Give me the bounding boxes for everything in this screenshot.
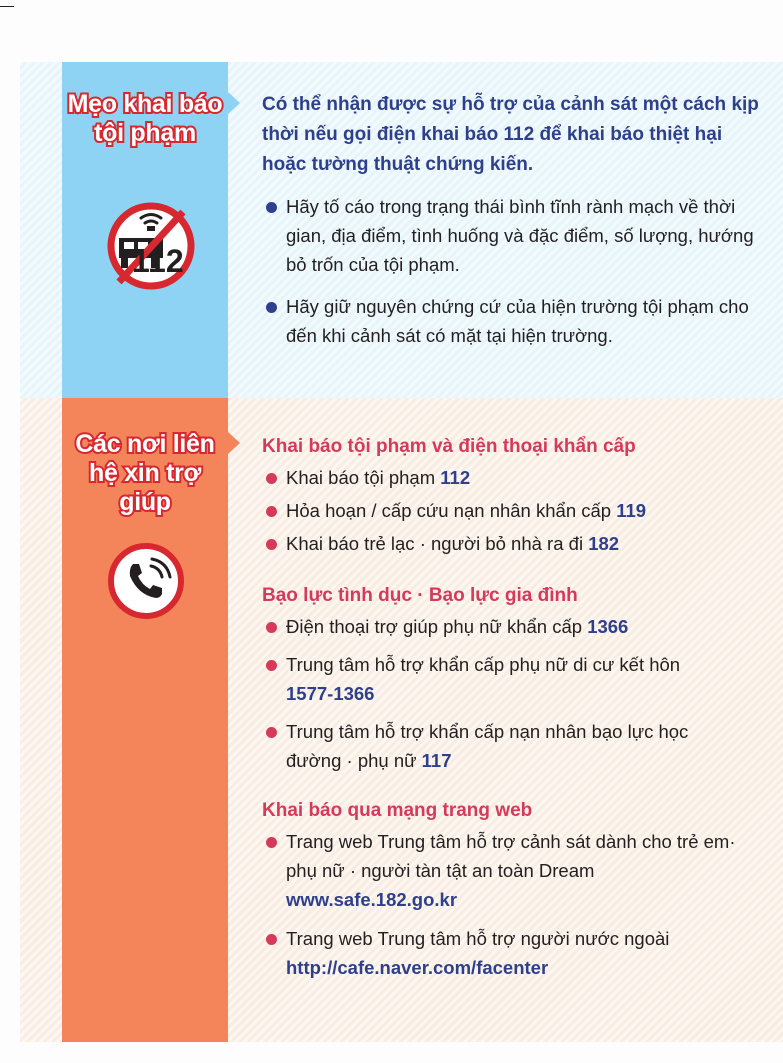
list-item — [262, 192, 762, 279]
tips-intro: Có thể nhận được sự hỗ trợ của cảnh sát một cách kịp thời nếu gọi điện khai báo 112 để khai báo thiệt hại hoặc tường thuật chứng kiến. — [262, 94, 759, 175]
phone-number: 1577-1366 — [286, 683, 375, 704]
list-item — [262, 717, 762, 775]
phone-number: 1366 — [587, 616, 629, 637]
list-item — [262, 292, 762, 350]
bullet-dot — [266, 660, 277, 671]
tips-title: Mẹo khai báo tội phạm — [67, 90, 223, 147]
list-item — [262, 612, 762, 641]
web-report-heading: Khai báo qua mạng trang web — [262, 800, 533, 821]
tip-text: Hãy tố cáo trong trạng thái bình tĩnh rành mạch về thời gian, địa điểm, tình huống và đặc điểm, số lượng, hướng bỏ trốn của tội phạm. — [286, 196, 754, 275]
bullet-dot — [266, 302, 277, 313]
contact-label: Trang web Trung tâm hỗ trợ cảnh sát dành cho trẻ em· phụ nữ · người tàn tật an toàn Dream — [286, 831, 736, 881]
contacts-panel-arrow — [228, 432, 240, 454]
contact-label: Điện thoại trợ giúp phụ nữ khẩn cấp — [286, 616, 588, 637]
contact-label: Trang web Trung tâm hỗ trợ người nước ngoài — [286, 928, 670, 949]
badge-112-label: 112 — [132, 243, 184, 279]
list-item — [262, 496, 762, 525]
bullet-dot — [266, 539, 277, 550]
bullet-dot — [266, 837, 277, 848]
contact-label: Trung tâm hỗ trợ khẩn cấp nạn nhân bạo lực học đường · phụ nữ — [286, 721, 689, 771]
bullet-dot — [266, 506, 277, 517]
bullet-dot — [266, 473, 277, 484]
list-item — [262, 924, 762, 982]
bullet-dot — [266, 934, 277, 945]
phone-number: 182 — [588, 533, 620, 554]
emergency-list — [262, 463, 762, 558]
violence-heading: Bạo lực tình dục · Bạo lực gia đình — [262, 585, 578, 606]
tip-text: Hãy giữ nguyên chứng cứ của hiện trường tội phạm cho đến khi cảnh sát có mặt tại hiện trường. — [286, 296, 749, 346]
phone-call-icon — [105, 540, 187, 626]
foreigner-center-link[interactable]: http://cafe.naver.com/facenter — [286, 957, 549, 978]
contact-label: Hỏa hoạn / cấp cứu nạn nhân khẩn cấp — [286, 500, 617, 521]
emergency-heading: Khai báo tội phạm và điện thoại khẩn cấp — [262, 436, 636, 457]
phone-number: 112 — [440, 467, 471, 488]
phone-number: 119 — [616, 500, 647, 521]
list-item — [262, 529, 762, 558]
crop-mark — [0, 6, 14, 7]
police-car-112-icon — [105, 200, 197, 296]
safe-dream-link[interactable]: www.safe.182.go.kr — [286, 889, 458, 910]
contacts-content — [262, 433, 762, 982]
contact-label: Khai báo tội phạm — [286, 467, 441, 488]
contact-label: Khai báo trẻ lạc · người bỏ nhà ra đi — [286, 533, 589, 554]
list-item — [262, 463, 762, 492]
tips-bullet-list — [262, 192, 762, 350]
bullet-dot — [266, 622, 277, 633]
contact-label: Trung tâm hỗ trợ khẩn cấp phụ nữ di cư kết hôn — [286, 654, 681, 675]
tips-panel-arrow — [228, 92, 240, 114]
phone-number: 117 — [421, 750, 452, 771]
list-item — [262, 650, 762, 708]
bullet-dot — [266, 202, 277, 213]
bullet-dot — [266, 727, 277, 738]
web-report-list — [262, 827, 762, 982]
list-item — [262, 827, 762, 914]
violence-list — [262, 612, 762, 775]
contacts-title: Các nơi liên hệ xin trợ giúp — [75, 430, 215, 516]
